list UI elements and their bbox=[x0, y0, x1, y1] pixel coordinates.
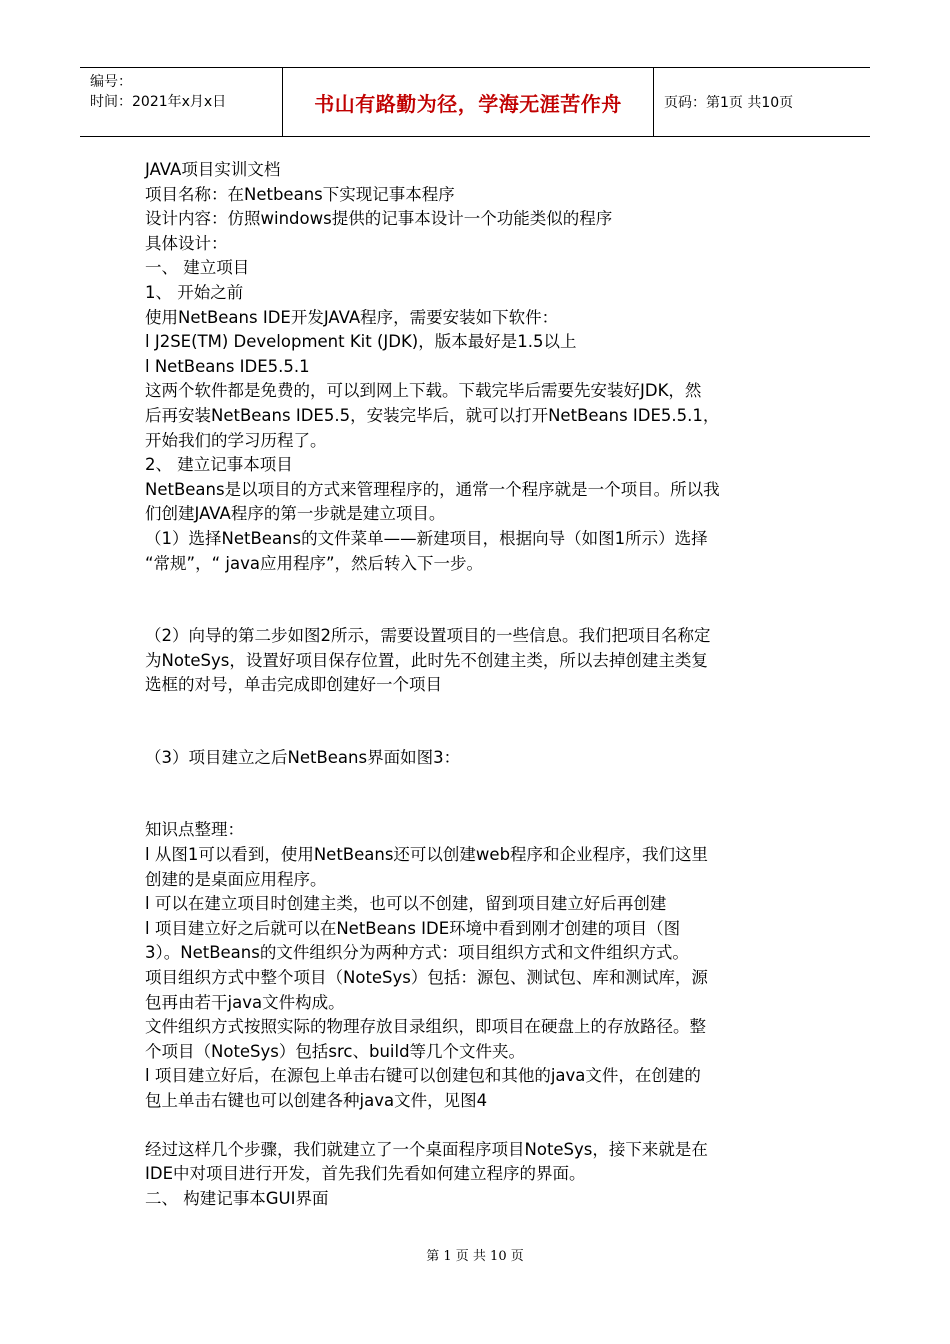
page-footer: 第 1 页 共 10 页 bbox=[426, 1249, 524, 1264]
paragraph-line: 文件组织方式按照实际的物理存放目录组织，即项目在硬盘上的存放路径。整 bbox=[145, 1017, 706, 1037]
paragraph-line: 这两个软件都是免费的，可以到网上下载。下载完毕后需要先安装好JDK，然 bbox=[145, 381, 702, 401]
step-line: （1）选择NetBeans的文件菜单——新建项目，根据向导（如图1所示）选择 bbox=[145, 528, 708, 548]
step-line: （3）项目建立之后NetBeans界面如图3： bbox=[145, 747, 461, 767]
paragraph-line: 创建的是桌面应用程序。 bbox=[145, 869, 327, 889]
paragraph-line: NetBeans是以项目的方式来管理程序的，通常一个程序就是一个项目。所以我 bbox=[145, 479, 720, 499]
doc-title: JAVA项目实训文档 bbox=[145, 160, 281, 179]
section-heading-1: 一、 建立项目 bbox=[145, 258, 250, 278]
paragraph-line: 个项目（NoteSys）包括src、build等几个文件夹。 bbox=[145, 1041, 526, 1061]
paragraph-line: 经过这样几个步骤，我们就建立了一个桌面程序项目NoteSys，接下来就是在 bbox=[145, 1139, 708, 1159]
doc-number-label: 编号： bbox=[90, 74, 132, 90]
detail-design-heading: 具体设计： bbox=[145, 233, 228, 253]
paragraph-line: 包再由若干java文件构成。 bbox=[145, 992, 345, 1012]
bullet-line: l 项目建立好后，在源包上单击右键可以创建包和其他的java文件，在创建的 bbox=[145, 1066, 701, 1086]
bullet-line: l J2SE(TM) Development Kit (JDK)，版本最好是1.5以上 bbox=[145, 332, 577, 352]
page-header bbox=[80, 67, 870, 137]
figure-gap bbox=[145, 770, 813, 818]
document-body bbox=[145, 158, 813, 1211]
step-line: “常规”，“ java应用程序”，然后转入下一步。 bbox=[145, 553, 484, 573]
project-name: 项目名称：在Netbeans下实现记事本程序 bbox=[145, 184, 455, 204]
paragraph-line: 包上单击右键也可以创建各种java文件，见图4 bbox=[145, 1091, 488, 1110]
paragraph-line: 项目组织方式中整个项目（NoteSys）包括：源包、测试包、库和测试库，源 bbox=[145, 968, 708, 988]
figure-gap bbox=[145, 698, 813, 746]
design-content: 设计内容：仿照windows提供的记事本设计一个功能类似的程序 bbox=[145, 209, 613, 229]
header-meta bbox=[80, 68, 282, 136]
bullet-line: l 项目建立好之后就可以在NetBeans IDE环境中看到刚才创建的项目（图 bbox=[145, 918, 681, 938]
bullet-line: l 可以在建立项目时创建主类，也可以不创建，留到项目建立好后再创建 bbox=[145, 894, 667, 914]
subsection-heading-2: 2、 建立记事本项目 bbox=[145, 455, 293, 475]
bullet-line: l 从图1可以看到，使用NetBeans还可以创建web程序和企业程序，我们这里 bbox=[145, 845, 709, 865]
date-line: 时间：2021年x月x日 bbox=[90, 94, 227, 110]
paragraph-line: 开始我们的学习历程了。 bbox=[145, 430, 327, 450]
paragraph-gap bbox=[145, 1114, 813, 1138]
header-page-info: 页码：第1页 共10页 bbox=[664, 95, 794, 111]
figure-gap bbox=[145, 576, 813, 624]
section-heading-2: 二、 构建记事本GUI界面 bbox=[145, 1188, 329, 1208]
paragraph-line: 使用NetBeans IDE开发JAVA程序，需要安装如下软件： bbox=[145, 307, 559, 327]
step-line: 为NoteSys，设置好项目保存位置，此时先不创建主类，所以去掉创建主类复 bbox=[145, 650, 708, 670]
step-line: 选框的对号，单击完成即创建好一个项目 bbox=[145, 675, 442, 695]
bullet-line: l NetBeans IDE5.5.1 bbox=[145, 356, 310, 376]
paragraph-line: 后再安装NetBeans IDE5.5，安装完毕后，就可以打开NetBeans IDE5.5.1， bbox=[145, 405, 720, 425]
header-motto: 书山有路勤为径，学海无涯苦作舟 bbox=[282, 68, 654, 136]
step-line: （2）向导的第二步如图2所示，需要设置项目的一些信息。我们把项目名称定 bbox=[145, 626, 711, 646]
subsection-heading-1: 1、 开始之前 bbox=[145, 282, 244, 302]
paragraph-line: IDE中对项目进行开发，首先我们先看如何建立程序的界面。 bbox=[145, 1164, 586, 1184]
paragraph-line: 们创建JAVA程序的第一步就是建立项目。 bbox=[145, 504, 446, 524]
paragraph-line: 3）。NetBeans的文件组织分为两种方式：项目组织方式和文件组织方式。 bbox=[145, 943, 689, 963]
knowledge-heading: 知识点整理： bbox=[145, 820, 244, 840]
